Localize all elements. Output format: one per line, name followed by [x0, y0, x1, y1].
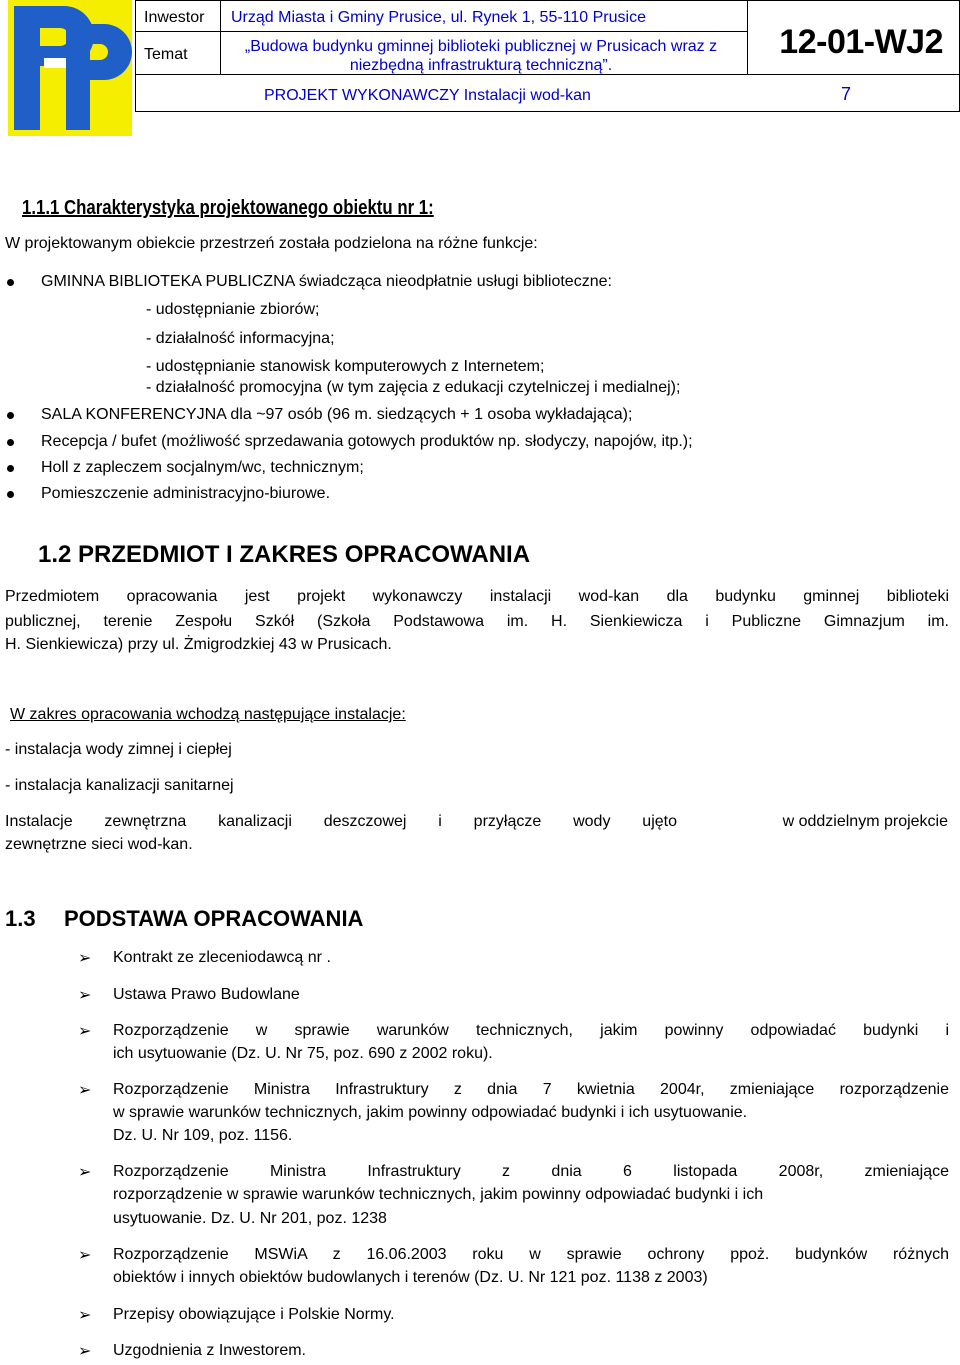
document-code: 12-01-WJ2: [779, 23, 943, 61]
header-divider: [220, 1, 221, 74]
sub-list-item: - udostępnianie stanowisk komputerowych z Internetem;: [146, 358, 545, 375]
scope-item: - instalacja wody zimnej i ciepłej: [5, 741, 232, 758]
section-12-paragraph-line: publicznej, terenie Zespołu Szkół (Szkoła Podstawowa im. H. Sienkiewicza i Publiczne Gimnazjum im.: [5, 613, 949, 630]
header-divider: [747, 1, 748, 74]
arrow-bullet-icon: ➢: [78, 950, 92, 967]
basis-item-line: Rozporządzenie Ministra Infrastruktury z dnia 6 listopada 2008r, zmieniające: [113, 1163, 949, 1180]
scope-note-right: w oddzielnym projekcie: [782, 813, 948, 830]
list-item: Recepcja / bufet (możliwość sprzedawania gotowych produktów np. słodyczy, napojów, itp.);: [41, 433, 693, 450]
sub-list-item: - działalność promocyjna (w tym zajęcia z edukacji czytelniczej i medialnej);: [146, 379, 681, 396]
section-111-intro: W projektowanym obiekcie przestrzeń została podzielona na różne funkcje:: [5, 235, 538, 252]
investor-label: Inwestor: [144, 9, 205, 26]
logo-white-gap: [44, 58, 66, 68]
basis-item-line: usytuowanie. Dz. U. Nr 201, poz. 1238: [113, 1210, 387, 1227]
scope-item: - instalacja kanalizacji sanitarnej: [5, 777, 234, 794]
project-line: PROJEKT WYKONAWCZY Instalacji wod-kan: [264, 87, 591, 104]
list-item: Holl z zapleczem socjalnym/wc, technicznym;: [41, 459, 364, 476]
section-12-paragraph-line: H. Sienkiewicza) przy ul. Żmigrodzkiej 43 w Prusicach.: [5, 636, 392, 653]
header-divider: [136, 31, 748, 32]
list-item: SALA KONFERENCYJNA dla ~97 osób (96 m. siedzących + 1 osoba wykładająca);: [41, 406, 633, 423]
scope-note-left: Instalacje zewnętrzna kanalizacji deszczowej i przyłącze wody ujęto: [5, 813, 677, 830]
header-table: [135, 0, 960, 112]
basis-item-line: Rozporządzenie w sprawie warunków technicznych, jakim powinny odpowiadać budynki i: [113, 1022, 949, 1039]
section-111-heading: 1.1.1 Charakterystyka projektowanego obiektu nr 1:: [22, 197, 434, 219]
basis-item: Przepisy obowiązujące i Polskie Normy.: [113, 1306, 395, 1323]
section-12-heading: 1.2 PRZEDMIOT I ZAKRES OPRACOWANIA: [38, 541, 531, 568]
arrow-bullet-icon: ➢: [78, 1164, 92, 1181]
arrow-bullet-icon: ➢: [78, 1023, 92, 1040]
subject-value: „Budowa budynku gminnej biblioteki publicznej w Prusicach wraz z niezbędną infrastrukturą techniczną”.: [244, 38, 718, 74]
basis-item-line: Rozporządzenie MSWiA z 16.06.2003 roku w sprawie ochrony ppoż. budynków różnych: [113, 1246, 949, 1263]
basis-item-line: obiektów i innych obiektów budowlanych i terenów (Dz. U. Nr 121 poz. 1138 z 2003): [113, 1269, 708, 1286]
basis-item-line: w sprawie warunków technicznych, jakim powinny odpowiadać budynki i ich usytuowanie.: [113, 1104, 748, 1121]
sub-list-item: - udostępnianie zbiorów;: [146, 301, 320, 318]
company-logo: [0, 0, 138, 136]
subject-label: Temat: [144, 46, 188, 63]
investor-value: Urząd Miasta i Gminy Prusice, ul. Rynek 1, 55-110 Prusice: [231, 9, 646, 26]
page-number: 7: [841, 84, 852, 104]
basis-item: Kontrakt ze zleceniodawcą nr .: [113, 949, 331, 966]
basis-item-line: ich usytuowanie (Dz. U. Nr 75, poz. 690 z 2002 roku).: [113, 1045, 493, 1062]
sub-list-item: - działalność informacyjna;: [146, 330, 335, 347]
basis-item-line: Dz. U. Nr 109, poz. 1156.: [113, 1127, 293, 1144]
bullet-icon: [7, 412, 14, 419]
basis-item: Ustawa Prawo Budowlane: [113, 986, 300, 1003]
bullet-icon: [7, 439, 14, 446]
arrow-bullet-icon: ➢: [78, 1343, 92, 1360]
scope-note-line: zewnętrzne sieci wod-kan.: [5, 836, 193, 853]
scope-intro: W zakres opracowania wchodzą następujące instalacje:: [10, 706, 406, 723]
section-13-title: PODSTAWA OPRACOWANIA: [64, 906, 364, 931]
bullet-icon: [7, 465, 14, 472]
section-12-paragraph-line: Przedmiotem opracowania jest projekt wykonawczy instalacji wod-kan dla budynku gminnej biblioteki: [5, 588, 949, 605]
arrow-bullet-icon: ➢: [78, 1307, 92, 1324]
basis-item-line: rozporządzenie w sprawie warunków technicznych, jakim powinny odpowiadać budynki i ich: [113, 1186, 764, 1203]
basis-item-line: Rozporządzenie Ministra Infrastruktury z dnia 7 kwietnia 2004r, zmieniające rozporządzenie: [113, 1081, 949, 1098]
arrow-bullet-icon: ➢: [78, 987, 92, 1004]
list-item: GMINNA BIBLIOTEKA PUBLICZNA świadcząca nieodpłatnie usługi biblioteczne:: [41, 273, 612, 290]
list-item: Pomieszczenie administracyjno-biurowe.: [41, 485, 331, 502]
basis-item: Uzgodnienia z Inwestorem.: [113, 1342, 306, 1359]
section-13-number: 1.3: [5, 906, 36, 931]
bullet-icon: [7, 279, 14, 286]
arrow-bullet-icon: ➢: [78, 1082, 92, 1099]
arrow-bullet-icon: ➢: [78, 1247, 92, 1264]
bullet-icon: [7, 491, 14, 498]
